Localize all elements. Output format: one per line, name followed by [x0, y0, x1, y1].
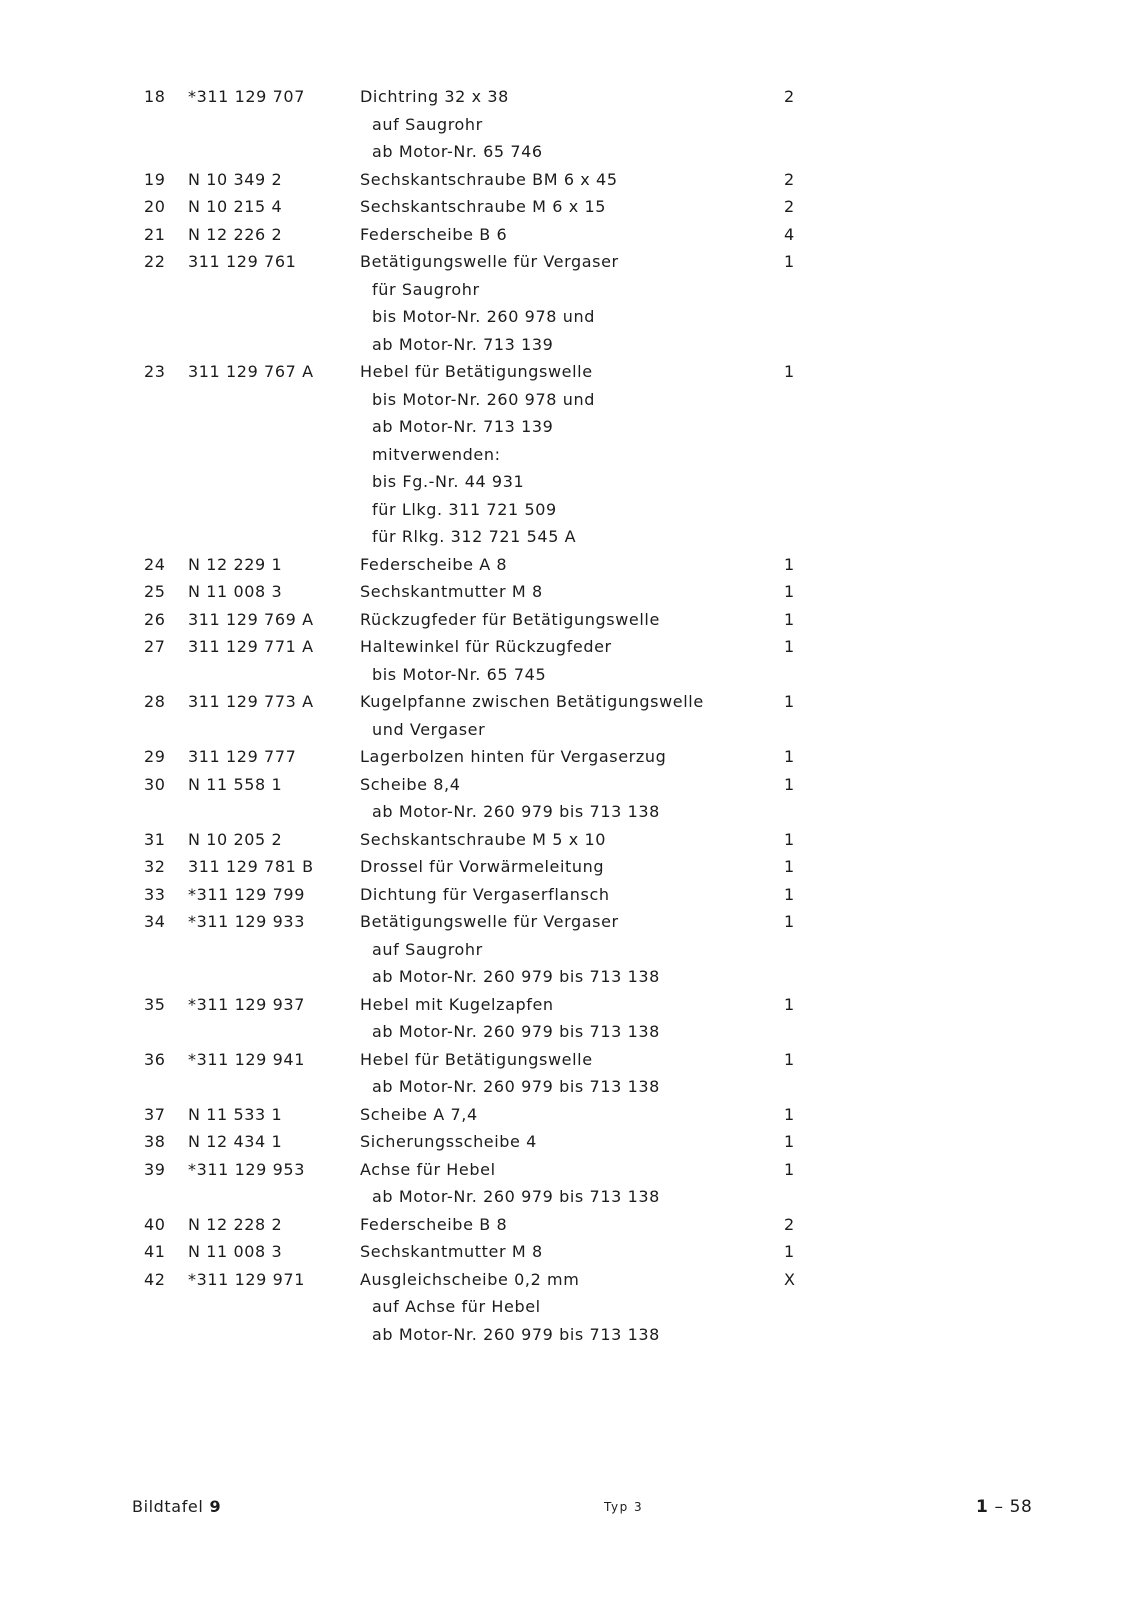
quantity: 2 — [784, 87, 795, 106]
table-row — [0, 633, 1142, 661]
position-number: 29 — [144, 747, 166, 766]
position-number: 39 — [144, 1159, 166, 1179]
table-row — [0, 991, 1142, 1019]
part-number: N 10 205 2 — [188, 829, 283, 849]
plate-label: Bildtafel — [132, 1497, 204, 1516]
part-description: Drossel für Vorwärmeleitung — [360, 857, 605, 876]
position-number: 31 — [144, 829, 166, 849]
table-row — [0, 496, 1142, 524]
table-row — [0, 83, 1142, 111]
part-description: ab Motor-Nr. 260 979 bis 713 138 — [372, 802, 660, 821]
quantity: X — [784, 1269, 796, 1289]
position-number: 23 — [144, 362, 166, 381]
part-description: ab Motor-Nr. 713 139 — [372, 417, 554, 436]
table-row — [0, 138, 1142, 166]
table-row — [0, 413, 1142, 441]
part-number: N 12 229 1 — [188, 554, 283, 574]
part-description: ab Motor-Nr. 260 979 bis 713 138 — [372, 1187, 660, 1206]
quantity: 1 — [784, 829, 795, 849]
part-description: Achse für Hebel — [360, 1159, 496, 1179]
page-separator: – — [994, 1497, 1004, 1517]
part-description: ab Motor-Nr. 713 139 — [372, 334, 554, 354]
part-description: ab Motor-Nr. 260 979 bis 713 138 — [372, 1077, 660, 1096]
part-description: Dichtung für Vergaserflansch — [360, 884, 610, 904]
part-number: 311 129 761 — [188, 252, 297, 271]
part-number: 311 129 767 A — [188, 362, 314, 381]
position-number: 41 — [144, 1242, 166, 1261]
part-description: auf Saugrohr — [372, 939, 483, 959]
quantity: 2 — [784, 169, 795, 189]
part-description: Sechskantschraube M 6 x 15 — [360, 197, 607, 216]
part-number: N 11 533 1 — [188, 1104, 283, 1124]
plate-number: 9 — [209, 1497, 222, 1516]
part-description: Kugelpfanne zwischen Betätigungswelle — [360, 692, 704, 711]
table-row — [0, 166, 1142, 194]
table-row — [0, 743, 1142, 771]
position-number: 34 — [144, 912, 166, 931]
part-description: Sechskantschraube BM 6 x 45 — [360, 169, 618, 189]
part-description: Scheibe A 7,4 — [360, 1104, 478, 1124]
position-number: 36 — [144, 1049, 166, 1069]
part-description: Hebel mit Kugelzapfen — [360, 994, 554, 1014]
table-row — [0, 248, 1142, 276]
table-row — [0, 358, 1142, 386]
part-description: Federscheibe A 8 — [360, 554, 508, 574]
table-row — [0, 661, 1142, 689]
part-description: Dichtring 32 x 38 — [360, 87, 509, 106]
table-row — [0, 276, 1142, 304]
part-description: Sechskantmutter M 8 — [360, 1242, 543, 1261]
table-row — [0, 826, 1142, 854]
table-row — [0, 1101, 1142, 1129]
quantity: 1 — [784, 774, 795, 794]
page-number-value: 58 — [1009, 1497, 1033, 1517]
part-number: *311 129 941 — [188, 1049, 305, 1069]
table-row — [0, 193, 1142, 221]
quantity: 1 — [784, 692, 795, 711]
position-number: 24 — [144, 554, 166, 574]
position-number: 32 — [144, 857, 166, 876]
part-description: ab Motor-Nr. 65 746 — [372, 142, 543, 161]
top-margin — [0, 0, 1142, 83]
table-row — [0, 688, 1142, 716]
quantity: 1 — [784, 884, 795, 904]
part-number: N 12 434 1 — [188, 1132, 283, 1151]
part-number: *311 129 933 — [188, 912, 305, 931]
table-row — [0, 1211, 1142, 1239]
quantity: 1 — [784, 554, 795, 574]
position-number: 38 — [144, 1132, 166, 1151]
quantity: 1 — [784, 1049, 795, 1069]
part-description: für Llkg. 311 721 509 — [372, 499, 557, 519]
part-number: N 10 349 2 — [188, 169, 283, 189]
quantity: 1 — [784, 637, 795, 656]
part-description: ab Motor-Nr. 260 979 bis 713 138 — [372, 1022, 660, 1041]
part-number: *311 129 971 — [188, 1269, 305, 1289]
quantity: 1 — [784, 362, 795, 381]
part-description: bis Motor-Nr. 260 978 und — [372, 389, 595, 409]
part-description: bis Fg.-Nr. 44 931 — [372, 472, 525, 491]
position-number: 25 — [144, 582, 166, 601]
quantity: 1 — [784, 857, 795, 876]
part-number: 311 129 773 A — [188, 692, 314, 711]
part-description: Scheibe 8,4 — [360, 774, 461, 794]
position-number: 42 — [144, 1269, 166, 1289]
part-description: Rückzugfeder für Betätigungswelle — [360, 609, 660, 629]
table-row — [0, 1156, 1142, 1184]
table-row — [0, 1238, 1142, 1266]
part-number: N 12 228 2 — [188, 1214, 283, 1234]
part-description: und Vergaser — [372, 719, 486, 739]
quantity: 1 — [784, 252, 795, 271]
table-row — [0, 881, 1142, 909]
part-description: Hebel für Betätigungswelle — [360, 1049, 593, 1069]
table-row — [0, 1293, 1142, 1321]
part-number: N 11 008 3 — [188, 1242, 283, 1261]
table-row — [0, 551, 1142, 579]
table-row — [0, 853, 1142, 881]
table-row — [0, 1321, 1142, 1349]
position-number: 22 — [144, 252, 166, 271]
part-number: N 11 558 1 — [188, 774, 283, 794]
position-number: 20 — [144, 197, 166, 216]
table-row — [0, 936, 1142, 964]
type-label: Typ 3 — [604, 1500, 644, 1514]
position-number: 21 — [144, 224, 166, 244]
table-row — [0, 1183, 1142, 1211]
page-group: 1 — [976, 1497, 989, 1517]
table-row — [0, 1128, 1142, 1156]
quantity: 2 — [784, 1214, 795, 1234]
quantity: 1 — [784, 1104, 795, 1124]
table-row — [0, 221, 1142, 249]
quantity: 1 — [784, 747, 795, 766]
table-row — [0, 441, 1142, 469]
quantity: 1 — [784, 582, 795, 601]
part-description: Ausgleichscheibe 0,2 mm — [360, 1269, 580, 1289]
table-row — [0, 963, 1142, 991]
table-row — [0, 798, 1142, 826]
position-number: 37 — [144, 1104, 166, 1124]
part-description: Sechskantmutter M 8 — [360, 582, 543, 601]
quantity: 1 — [784, 912, 795, 931]
table-row — [0, 1266, 1142, 1294]
part-description: ab Motor-Nr. 260 979 bis 713 138 — [372, 967, 660, 986]
part-number: N 11 008 3 — [188, 582, 283, 601]
page-number — [976, 1497, 1032, 1517]
position-number: 19 — [144, 169, 166, 189]
quantity: 1 — [784, 1132, 795, 1151]
part-description: bis Motor-Nr. 65 745 — [372, 664, 547, 684]
position-number: 40 — [144, 1214, 166, 1234]
part-number: *311 129 953 — [188, 1159, 305, 1179]
position-number: 35 — [144, 994, 166, 1014]
part-number: 311 129 777 — [188, 747, 297, 766]
quantity: 1 — [784, 1159, 795, 1179]
part-description: Federscheibe B 6 — [360, 224, 508, 244]
table-row — [0, 523, 1142, 551]
table-row — [0, 908, 1142, 936]
position-number: 28 — [144, 692, 166, 711]
position-number: 33 — [144, 884, 166, 904]
position-number: 30 — [144, 774, 166, 794]
part-number: *311 129 707 — [188, 87, 305, 106]
part-number: N 12 226 2 — [188, 224, 283, 244]
table-row — [0, 111, 1142, 139]
part-number: *311 129 937 — [188, 994, 305, 1014]
plate-reference — [132, 1497, 221, 1517]
position-number: 27 — [144, 637, 166, 656]
part-description: Betätigungswelle für Vergaser — [360, 912, 619, 931]
table-row — [0, 1046, 1142, 1074]
quantity: 1 — [784, 1242, 795, 1261]
table-row — [0, 716, 1142, 744]
part-description: für Rlkg. 312 721 545 A — [372, 527, 577, 546]
part-number: 311 129 771 A — [188, 637, 314, 656]
part-description: Federscheibe B 8 — [360, 1214, 508, 1234]
part-description: auf Saugrohr — [372, 114, 483, 134]
part-description: Lagerbolzen hinten für Vergaserzug — [360, 747, 667, 766]
table-row — [0, 771, 1142, 799]
part-description: Sicherungsscheibe 4 — [360, 1132, 537, 1151]
part-description: bis Motor-Nr. 260 978 und — [372, 307, 595, 326]
table-row — [0, 331, 1142, 359]
table-row — [0, 468, 1142, 496]
table-row — [0, 1073, 1142, 1101]
table-row — [0, 1018, 1142, 1046]
quantity: 1 — [784, 609, 795, 629]
quantity: 1 — [784, 994, 795, 1014]
part-description: Sechskantschraube M 5 x 10 — [360, 829, 607, 849]
part-number: N 10 215 4 — [188, 197, 283, 216]
part-description: für Saugrohr — [372, 279, 480, 299]
part-number: 311 129 781 B — [188, 857, 314, 876]
part-description: mitverwenden: — [372, 444, 501, 464]
table-row — [0, 303, 1142, 331]
part-description: Haltewinkel für Rückzugfeder — [360, 637, 612, 656]
part-number: *311 129 799 — [188, 884, 305, 904]
part-number: 311 129 769 A — [188, 609, 314, 629]
position-number: 26 — [144, 609, 166, 629]
table-row — [0, 606, 1142, 634]
position-number: 18 — [144, 87, 166, 106]
quantity: 4 — [784, 224, 795, 244]
table-row — [0, 578, 1142, 606]
part-description: Hebel für Betätigungswelle — [360, 362, 593, 381]
part-description: Betätigungswelle für Vergaser — [360, 252, 619, 271]
table-row — [0, 386, 1142, 414]
part-description: auf Achse für Hebel — [372, 1297, 541, 1316]
part-description: ab Motor-Nr. 260 979 bis 713 138 — [372, 1324, 660, 1344]
quantity: 2 — [784, 197, 795, 216]
